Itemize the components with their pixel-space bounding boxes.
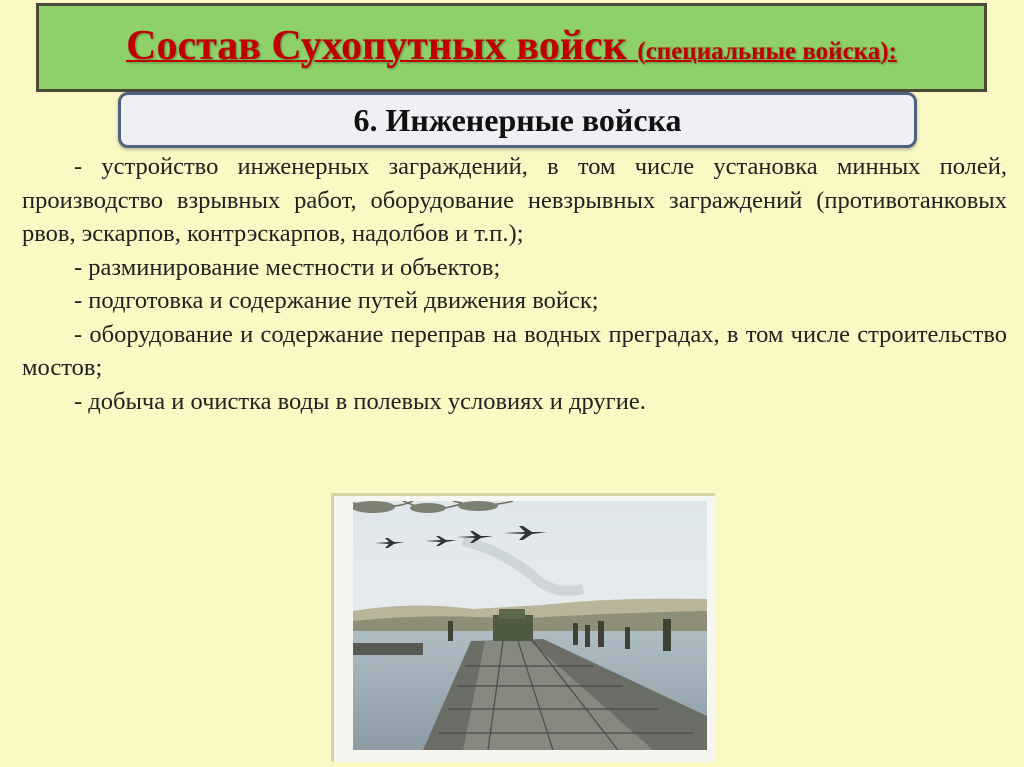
title-banner [36,3,987,92]
slide-title-sub: (специальные войска): [637,37,897,65]
slide-title-main: Состав Сухопутных войск [126,22,627,69]
paragraph-demining: - разминирование местности и объектов; [74,253,501,281]
paragraph-barriers: - устройство инженерных заграждений, в том числе установка минных полей, производство взрывных работ, оборудование невзрывных заграждений (противотанковых рвов, эскарпов, контрэскарпов, надолбов и т.п.); [22,153,1007,247]
slide-title [126,22,897,70]
body-text [22,150,1007,418]
paragraph-water: - добыча и очистка воды в полевых условиях и другие. [74,387,646,415]
photo-frame [331,493,715,762]
paragraph-routes: - подготовка и содержание путей движения войск; [74,287,599,314]
subtitle-banner [118,92,917,148]
pontoon-bridge-photo [353,501,707,750]
paragraph-crossings: - оборудование и содержание переправ на водных преградах, в том числе строительство мостов; [22,320,1007,381]
slide-subtitle: 6. Инженерные войска [353,101,682,138]
